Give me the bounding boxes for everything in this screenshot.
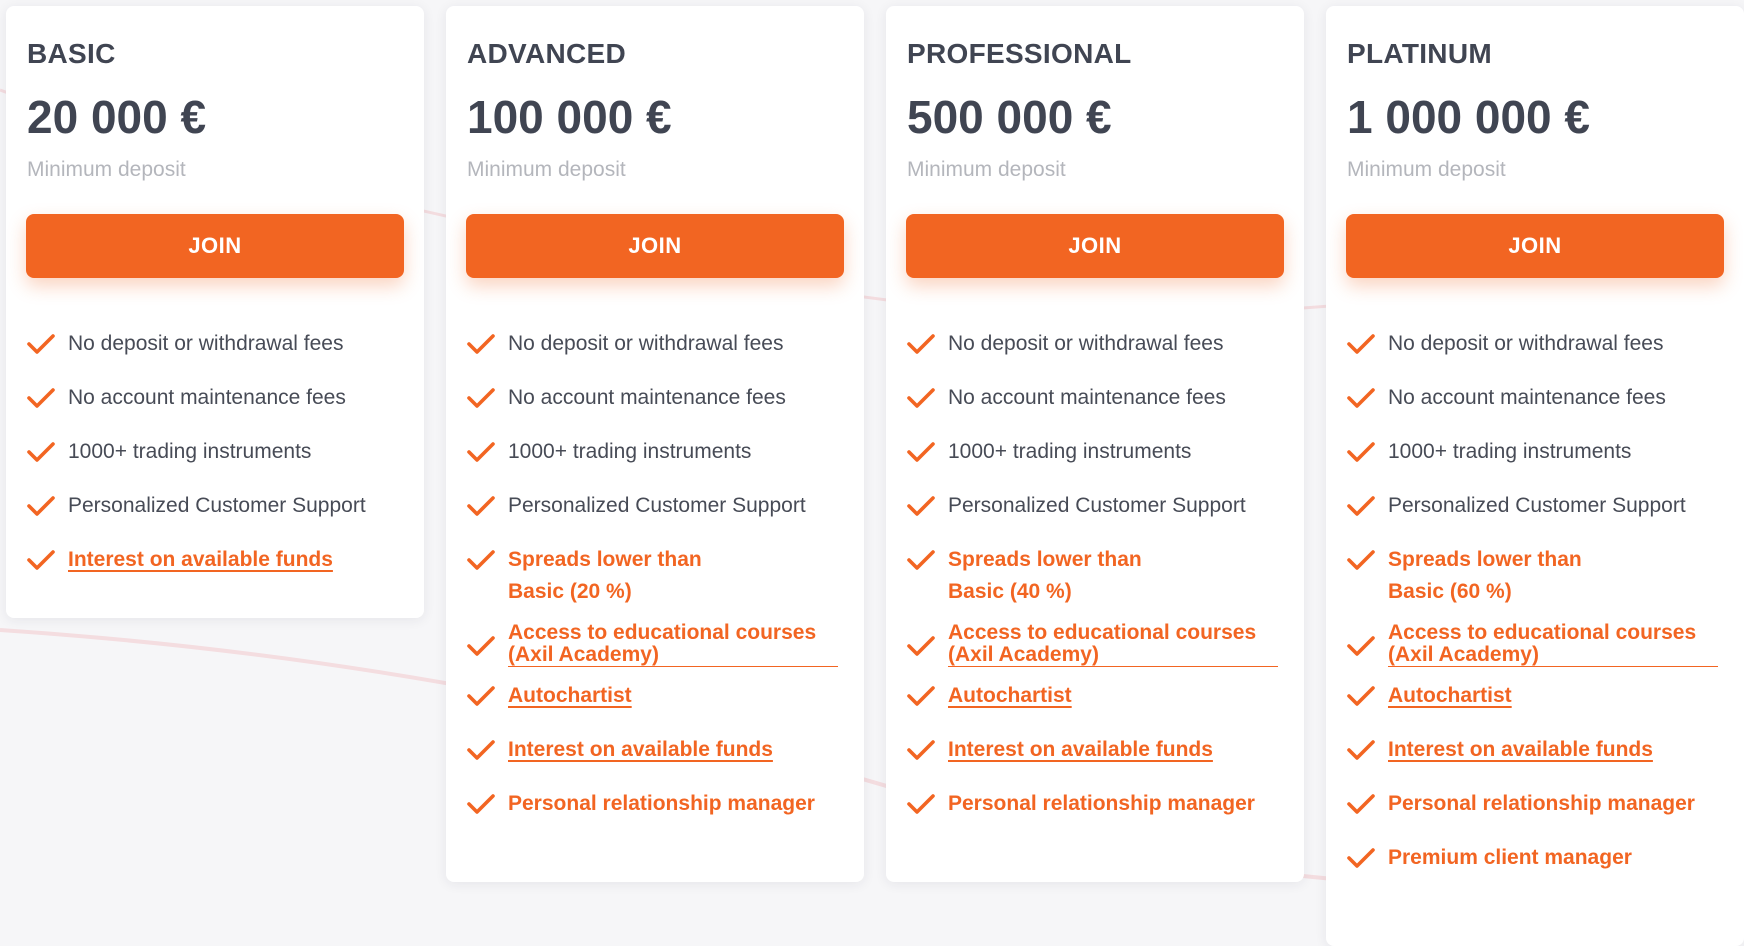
checkmark-icon [26, 494, 56, 518]
join-button-advanced[interactable]: JOIN [466, 214, 844, 278]
feature-link-underline [948, 666, 1278, 667]
checkmark-icon [1346, 684, 1376, 708]
join-button-professional[interactable]: JOIN [906, 214, 1284, 278]
plan-price: 1 000 000 € [1347, 91, 1591, 143]
checkmark-icon [466, 548, 496, 572]
feature-text: Personalized Customer Support [948, 494, 1246, 517]
feature-text: No account maintenance fees [508, 386, 786, 409]
feature-text-line-2: (Axil Academy) [508, 643, 659, 666]
feature-text-line-1: Access to educational courses [508, 621, 817, 644]
checkmark-icon [906, 440, 936, 464]
checkmark-icon [906, 634, 936, 658]
checkmark-icon [26, 440, 56, 464]
feature-text: Premium client manager [1388, 846, 1632, 869]
feature-text: No deposit or withdrawal fees [1388, 332, 1664, 355]
plan-price: 100 000 € [467, 91, 672, 143]
checkmark-icon [466, 684, 496, 708]
plan-name: PLATINUM [1347, 38, 1492, 69]
plan-name: PROFESSIONAL [907, 38, 1132, 69]
plan-name: BASIC [27, 38, 116, 69]
feature-link[interactable] [508, 622, 838, 666]
checkmark-icon [906, 494, 936, 518]
feature-text-line-2: (Axil Academy) [948, 643, 1099, 666]
join-button-platinum[interactable]: JOIN [1346, 214, 1724, 278]
checkmark-icon [466, 494, 496, 518]
plan-card-advanced [446, 6, 864, 882]
plan-price-caption: Minimum deposit [1347, 158, 1506, 181]
plan-price: 20 000 € [27, 91, 207, 143]
plan-card-professional [886, 6, 1304, 882]
checkmark-icon [466, 738, 496, 762]
feature-text-line-1: Access to educational courses [1388, 621, 1697, 644]
checkmark-icon [906, 548, 936, 572]
feature-text: Spreads lower than [948, 548, 1142, 571]
plan-price-caption: Minimum deposit [27, 158, 186, 181]
checkmark-icon [1346, 440, 1376, 464]
checkmark-icon [906, 792, 936, 816]
feature-link[interactable]: Interest on available funds [508, 738, 773, 761]
plan-card-basic [6, 6, 424, 618]
feature-link[interactable]: Interest on available funds [1388, 738, 1653, 761]
checkmark-icon [26, 332, 56, 356]
feature-text: No account maintenance fees [68, 386, 346, 409]
plan-card-platinum [1326, 6, 1744, 946]
feature-link[interactable] [1388, 622, 1718, 666]
feature-text: No account maintenance fees [1388, 386, 1666, 409]
feature-link-underline [508, 666, 838, 667]
checkmark-icon [26, 386, 56, 410]
feature-text: 1000+ trading instruments [508, 440, 752, 463]
feature-text-line-2: (Axil Academy) [1388, 643, 1539, 666]
feature-text-line-2: Basic (40 %) [948, 580, 1072, 603]
checkmark-icon [1346, 846, 1376, 870]
checkmark-icon [906, 738, 936, 762]
feature-text: Spreads lower than [1388, 548, 1582, 571]
checkmark-icon [466, 386, 496, 410]
checkmark-icon [466, 792, 496, 816]
feature-link[interactable]: Autochartist [508, 684, 632, 707]
feature-text: Personal relationship manager [508, 792, 815, 815]
feature-text: No deposit or withdrawal fees [508, 332, 784, 355]
checkmark-icon [1346, 738, 1376, 762]
checkmark-icon [466, 634, 496, 658]
checkmark-icon [1346, 494, 1376, 518]
checkmark-icon [1346, 332, 1376, 356]
feature-text: Personalized Customer Support [68, 494, 366, 517]
feature-text: Personal relationship manager [1388, 792, 1695, 815]
feature-text: 1000+ trading instruments [948, 440, 1192, 463]
feature-text: Personalized Customer Support [1388, 494, 1686, 517]
checkmark-icon [1346, 634, 1376, 658]
feature-link[interactable] [948, 622, 1278, 666]
feature-text: Personalized Customer Support [508, 494, 806, 517]
feature-text: No account maintenance fees [948, 386, 1226, 409]
plan-price: 500 000 € [907, 91, 1112, 143]
feature-text: Personal relationship manager [948, 792, 1255, 815]
checkmark-icon [466, 332, 496, 356]
feature-text-line-2: Basic (60 %) [1388, 580, 1512, 603]
checkmark-icon [906, 332, 936, 356]
feature-link[interactable]: Interest on available funds [948, 738, 1213, 761]
checkmark-icon [26, 548, 56, 572]
checkmark-icon [1346, 548, 1376, 572]
checkmark-icon [1346, 792, 1376, 816]
feature-text: No deposit or withdrawal fees [948, 332, 1224, 355]
feature-text: No deposit or withdrawal fees [68, 332, 344, 355]
feature-link[interactable]: Autochartist [1388, 684, 1512, 707]
feature-text: 1000+ trading instruments [68, 440, 312, 463]
feature-link-underline [1388, 666, 1718, 667]
checkmark-icon [1346, 386, 1376, 410]
plan-price-caption: Minimum deposit [467, 158, 626, 181]
feature-link[interactable]: Autochartist [948, 684, 1072, 707]
feature-text-line-1: Access to educational courses [948, 621, 1257, 644]
feature-text: 1000+ trading instruments [1388, 440, 1632, 463]
checkmark-icon [906, 386, 936, 410]
join-button-basic[interactable]: JOIN [26, 214, 404, 278]
plan-name: ADVANCED [467, 38, 626, 69]
feature-link[interactable]: Interest on available funds [68, 548, 333, 571]
checkmark-icon [906, 684, 936, 708]
plan-price-caption: Minimum deposit [907, 158, 1066, 181]
feature-text: Spreads lower than [508, 548, 702, 571]
feature-text-line-2: Basic (20 %) [508, 580, 632, 603]
checkmark-icon [466, 440, 496, 464]
